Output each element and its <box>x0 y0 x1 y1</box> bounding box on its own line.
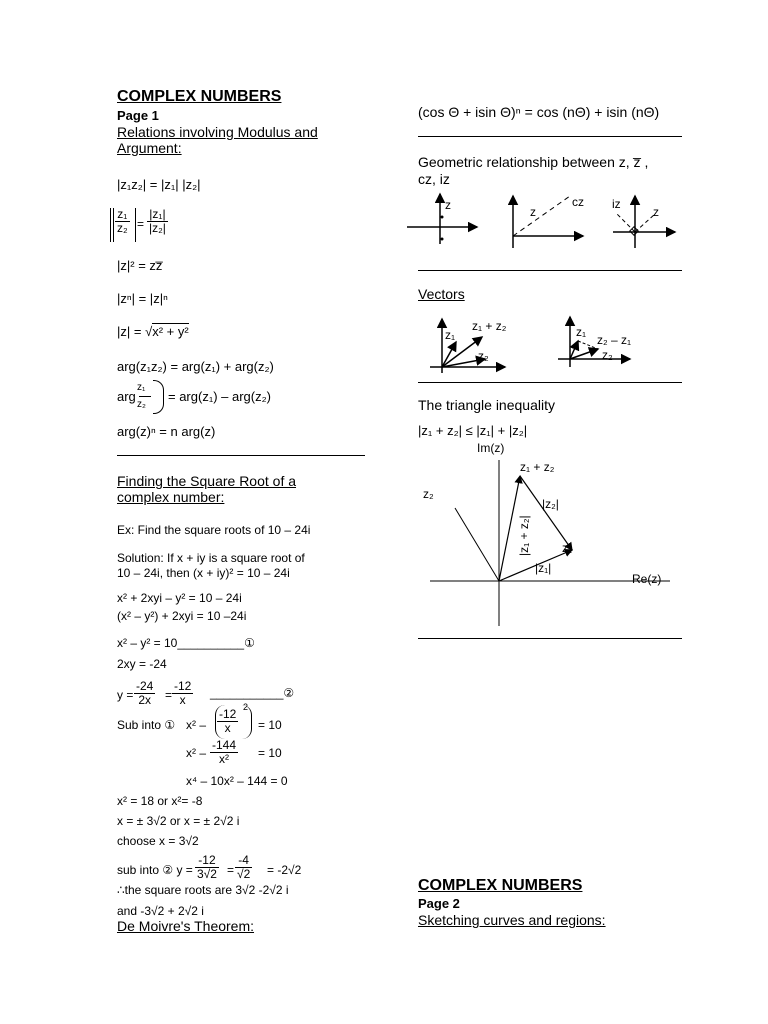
divider <box>418 382 682 383</box>
vectors-title: Vectors <box>418 286 465 302</box>
divider <box>418 638 682 639</box>
divider <box>418 136 682 137</box>
mod-z2-label: |z₂| <box>542 497 559 511</box>
solve-y-num-2: -12 <box>174 679 192 693</box>
equation-mod-product: |z₁z₂| = |z₁| |z₂| <box>117 177 201 192</box>
g3-iz-label: iz <box>612 197 621 211</box>
geometric-diagram <box>405 192 685 252</box>
mod-z1-label: |z₁| <box>535 561 552 575</box>
equation-mod-power: |zⁿ| = |z|ⁿ <box>117 291 168 306</box>
solution-line-1: Solution: If x + iy is a square root of <box>117 551 305 565</box>
axis-re-label: Re(z) <box>632 572 662 586</box>
quartic-equation: x⁴ – 10x² – 144 = 0 <box>186 774 288 788</box>
substitute-y-num-1: -12 <box>195 854 219 868</box>
arg-quotient-den: z₂ <box>137 399 146 410</box>
equation-mod-squared: |z|² = zz̅ <box>117 258 163 273</box>
page-title: COMPLEX NUMBERS <box>117 88 282 105</box>
page2-title: COMPLEX NUMBERS <box>418 877 583 894</box>
substitute-y-den-1: 3√2 <box>197 867 217 881</box>
g2-z-label: z <box>530 205 536 219</box>
substitute-y-label: sub into ② y = <box>117 863 193 877</box>
solve-y-lhs: y = <box>117 688 134 702</box>
page2-label: Page 2 <box>418 896 460 911</box>
equation-arg-product: arg(z₁z₂) = arg(z₁) + arg(z₂) <box>117 359 274 374</box>
solve-y-den-1: 2x <box>138 693 152 707</box>
frac-z1: z₁ <box>115 208 130 222</box>
axis-im-label: Im(z) <box>477 441 505 455</box>
substitute-rhs: = 10 <box>258 718 282 732</box>
step-real-part: x² – y² = 10__________① <box>117 636 255 650</box>
mod-sqrt-radicand: x² + y² <box>152 324 189 339</box>
substitute2-rhs: = 10 <box>258 746 282 760</box>
g3-z-label: z <box>653 205 659 219</box>
geometric-title-2: cz, iz <box>418 171 450 187</box>
choose-root: choose x = 3√2 <box>117 834 199 848</box>
substitute-y-num-2: -4 <box>235 854 252 868</box>
substitute-num: -12 <box>219 707 237 721</box>
therefore-roots: ∴the square roots are 3√2 -2√2 i <box>117 883 289 897</box>
substitute-label: Sub into ① <box>117 718 176 732</box>
z2-label: z₂ <box>423 487 434 501</box>
solve-y-den-2: x <box>179 693 186 707</box>
section-title-modulus-2: Argument: <box>117 140 182 156</box>
diagram-z-conjugate <box>407 194 477 244</box>
roots-x-squared: x² = 18 or x²= -8 <box>117 794 203 808</box>
diagram-iz <box>612 196 675 248</box>
divider <box>117 455 365 456</box>
equation-arg-power: arg(z)ⁿ = n arg(z) <box>117 424 216 439</box>
vectors-diagram <box>430 315 680 375</box>
v1-z1-label: z₁ <box>445 328 456 342</box>
solve-y-num-1: -24 <box>136 679 154 693</box>
v1-sum-label: z₁ + z₂ <box>472 319 507 333</box>
vector-difference-diagram <box>558 317 631 367</box>
frac-mod-z2: |z₂| <box>149 221 166 235</box>
divider <box>418 270 682 271</box>
solve-y-eq: = <box>165 688 173 702</box>
v2-z1-label: z₁ <box>576 325 587 339</box>
geometric-title: Geometric relationship between z, z̅ , <box>418 154 649 170</box>
page2-section-title: Sketching curves and regions: <box>418 912 606 928</box>
step-substitute <box>117 702 317 741</box>
arg-quotient-rhs: = arg(z₁) – arg(z₂) <box>168 389 271 404</box>
v1-z2-label: z₂ <box>478 349 489 363</box>
vector-sum-diagram <box>430 319 507 373</box>
substitute2-x2: x² – <box>186 746 207 760</box>
diagram-cz <box>513 195 584 248</box>
step-imag-part: 2xy = -24 <box>117 657 167 671</box>
v2-z2-label: z₂ <box>602 348 613 362</box>
example-text: Ex: Find the square roots of 10 – 24i <box>117 523 311 537</box>
substitute-y-eq: = <box>227 863 235 877</box>
solve-y-tail: ___________② <box>210 686 295 700</box>
section-title-sqrt-2: complex number: <box>117 489 225 505</box>
equation-mod-quotient: $\frac{\text{z₁}}{\text{z₂}}$ = $\frac{\text{|z₁|}}{\text{|z₂|}}$ <box>110 206 180 246</box>
roots-x: x = ± 3√2 or x = ± 2√2 i <box>117 814 240 828</box>
substitute-exp: 2 <box>243 702 249 712</box>
triangle-equation: |z₁ + z₂| ≤ |z₁| + |z₂| <box>418 423 528 438</box>
step-expand: x² + 2xyi – y² = 10 – 24i <box>117 591 242 605</box>
solution-line-2: 10 – 24i, then (x + iy)² = 10 – 24i <box>117 566 290 580</box>
triangle-diagram <box>420 438 680 638</box>
substitute-den: x <box>224 721 231 735</box>
sum-label: z₁ + z₂ <box>520 460 555 474</box>
step-substitute-y <box>117 853 337 885</box>
equation-mod-sqrt <box>117 324 189 339</box>
g2-cz-label: cz <box>572 195 584 209</box>
z1-label: z₁ <box>562 541 573 555</box>
equation-arg-quotient <box>117 380 317 420</box>
de-moivre-equation: (cos Θ + isin Θ)ⁿ = cos (nΘ) + isin (nΘ) <box>418 104 660 120</box>
substitute-y-den-2: √2 <box>237 867 251 881</box>
section-title-sqrt: Finding the Square Root of a <box>117 473 297 489</box>
substitute-x2: x² – <box>186 718 207 732</box>
page-label: Page 1 <box>117 108 159 123</box>
and-roots: and -3√2 + 2√2 i <box>117 904 204 918</box>
arg-quotient-lhs: arg <box>117 389 136 404</box>
substitute-y-rhs: = -2√2 <box>267 863 302 877</box>
arg-quotient-num: z₁ <box>137 382 146 393</box>
substitute2-den: x² <box>219 752 230 766</box>
de-moivre-title: De Moivre's Theorem: <box>117 918 255 934</box>
substitute2-num: -144 <box>212 738 237 752</box>
triangle-title: The triangle inequality <box>418 397 555 413</box>
section-title-modulus: Relations involving Modulus and <box>117 124 318 140</box>
g1-z-label: z <box>445 198 451 212</box>
mod-sqrt-lhs: |z| = √ <box>117 324 153 339</box>
step-substitute-2 <box>186 738 336 770</box>
mod-sum-label: |z₁ + z₂| <box>517 515 531 556</box>
v2-diff-label: z₂ – z₁ <box>597 333 632 347</box>
frac-mod-z1: |z₁| <box>147 208 168 222</box>
step-group: (x² – y²) + 2xyi = 10 –24i <box>117 609 247 623</box>
frac-z2: z₂ <box>117 221 128 235</box>
